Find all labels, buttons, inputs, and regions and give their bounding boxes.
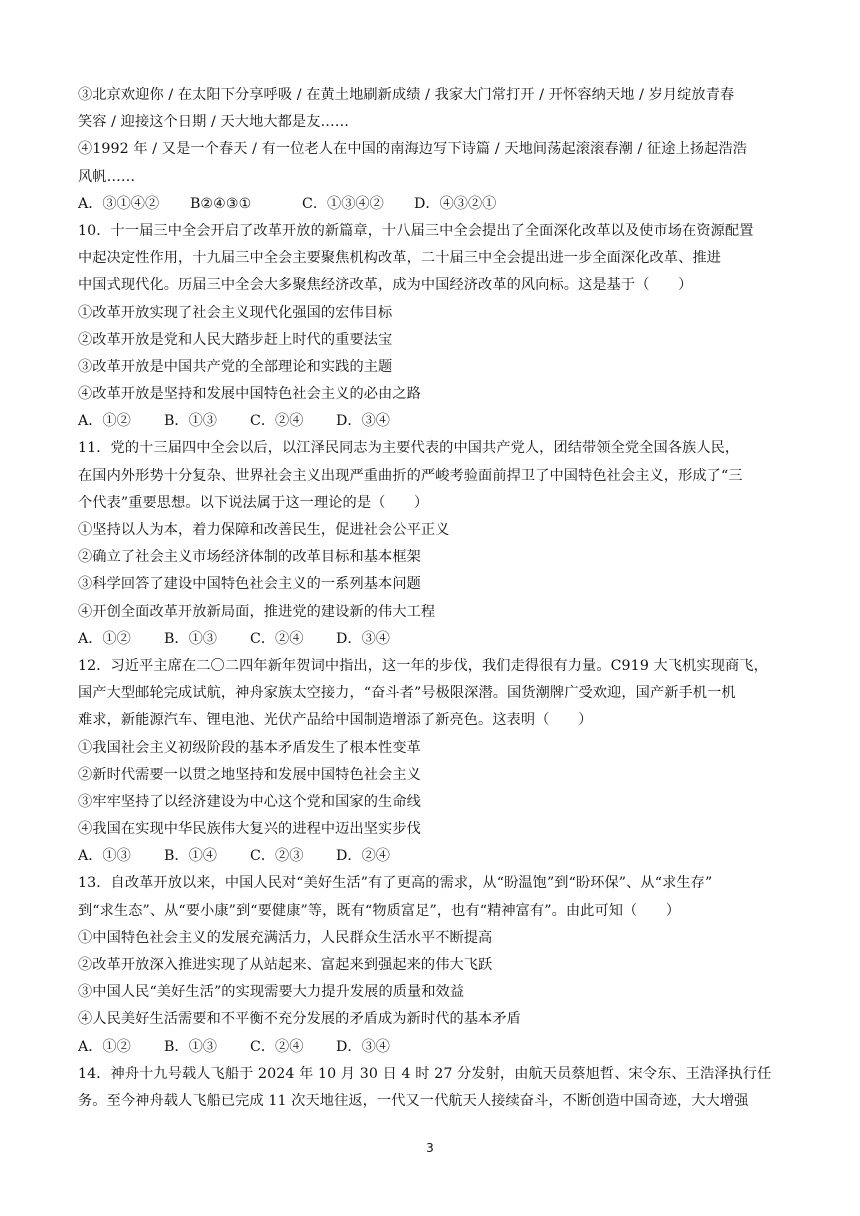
answer-option: D．③④ (336, 1038, 390, 1055)
text-line: ①改革开放实现了社会主义现代化强国的宏伟目标 (78, 304, 393, 321)
answer-options (78, 843, 783, 870)
answer-option: B．①④ (164, 848, 217, 865)
answer-option: A．①② (78, 1038, 131, 1055)
text-line: ④1992 年 / 又是一个春天 / 有一位老人在中国的南海边写下诗篇 / 天地间荡起滚滚春潮 / 征途上扬起浩浩 (78, 141, 748, 158)
text-line: 13．自改革开放以来，中国人民对“美好生活”有了更高的需求，从“盼温饱”到“盼环保”、从“求生存” (78, 875, 713, 892)
text-line: 笑容 / 迎接这个日期 / 天大地大都是友…… (78, 114, 350, 131)
answer-options (78, 626, 783, 653)
text-line: ④人民美好生活需要和不平衡不充分发展的矛盾成为新时代的基本矛盾 (78, 1011, 521, 1028)
answer-option: B．①③ (164, 630, 217, 647)
answer-options (78, 408, 783, 435)
answer-option: B②④③① (190, 195, 252, 212)
answer-option: D．②④ (336, 848, 390, 865)
text-line: ③科学回答了建设中国特色社会主义的一系列基本问题 (78, 576, 421, 593)
text-line: ②改革开放深入推进实现了从站起来、富起来到强起来的伟大飞跃 (78, 957, 493, 973)
answer-option: B．①③ (164, 413, 217, 430)
answer-option: A．③①④② (78, 195, 160, 212)
text-line: 14．神舟十九号载人飞船于 2024 年 10 月 30 日 4 时 27 分发射，由航天员蔡旭哲、宋令东、王浩泽执行任 (78, 1065, 772, 1082)
text-line: ③改革开放是中国共产党的全部理论和实践的主题 (78, 358, 393, 375)
text-line: ①中国特色社会主义的发展充满活力，人民群众生活水平不断提高 (78, 929, 493, 946)
text-line: ①我国社会主义初级阶段的基本矛盾发生了根本性变革 (78, 739, 421, 756)
text-line: ④改革开放是坚持和发展中国特色社会主义的必由之路 (78, 386, 421, 403)
text-line: 务。至今神舟载人飞船已完成 11 次天地往返，一代又一代航天人接续奋斗，不断创造中国奇迹，大大增强 (78, 1092, 749, 1109)
text-line: ②确立了社会主义市场经济体制的改革目标和基本框架 (78, 549, 421, 566)
answer-option: D．③④ (336, 413, 390, 430)
answer-option: A．①③ (78, 848, 131, 865)
answer-option: A．①② (78, 630, 131, 647)
answer-options (78, 191, 783, 218)
text-line: 难求，新能源汽车、锂电池、光伏产品给中国制造增添了新亮色。这表明（ ） (78, 712, 593, 729)
text-line: 中国式现代化。历届三中全会大多聚焦经济改革，成为中国经济改革的风向标。这是基于（ ） (78, 277, 693, 294)
text-line: ③北京欢迎你 / 在太阳下分享呼吸 / 在黄土地刷新成绩 / 我家大门常打开 / 开怀容纳天地 / 岁月绽放青春 (78, 87, 735, 103)
text-line: 11．党的十三届四中全会以后，以江泽民同志为主要代表的中国共产党人，团结带领全党全国各族人民， (78, 440, 740, 457)
page-number: 3 (426, 1141, 434, 1155)
answer-option: C．①③④② (302, 195, 384, 212)
text-line: ③牢牢坚持了以经济建设为中心这个党和国家的生命线 (78, 793, 421, 810)
text-line: 个代表”重要思想。以下说法属于这一理论的是（ ） (78, 494, 429, 511)
answer-option: A．①② (78, 413, 131, 430)
answer-option: C．②③ (250, 848, 304, 865)
text-line: 风帆…… (78, 168, 136, 185)
text-line: 在国内外形势十分复杂、世界社会主义出现严重曲折的严峻考验面前捍卫了中国特色社会主义，形成了“三 (78, 467, 743, 484)
text-line: 12．习近平主席在二〇二四年新年贺词中指出，这一年的步伐，我们走得很有力量。C919 大飞机实现商飞， (78, 657, 768, 674)
answer-option: C．②④ (250, 1038, 304, 1055)
text-line: ④开创全面改革开放新局面，推进党的建设新的伟大工程 (78, 603, 436, 620)
text-line: ①坚持以人为本，着力保障和改善民生，促进社会公平正义 (78, 522, 450, 538)
text-line: ④我国在实现中华民族伟大复兴的进程中迈出坚实步伐 (78, 821, 421, 838)
answer-option: D．③④ (336, 630, 390, 647)
answer-option: C．②④ (250, 413, 304, 430)
answer-options (78, 1034, 783, 1061)
document-body (78, 82, 783, 1115)
answer-option: B．①③ (164, 1038, 217, 1055)
answer-option: C．②④ (250, 630, 304, 647)
text-line: 国产大型邮轮完成试航，神舟家族太空接力，“奋斗者”号极限深潜。国货潮牌广受欢迎，国产新手机一机 (78, 685, 736, 702)
text-line: 10．十一届三中全会开启了改革开放的新篇章，十八届三中全会提出了全面深化改革以及使市场在资源配置 (78, 222, 754, 239)
text-line: ②改革开放是党和人民大踏步赶上时代的重要法宝 (78, 331, 393, 348)
answer-option: D．④③②① (414, 195, 497, 212)
text-line: 中起决定性作用，十九届三中全会主要聚焦机构改革，二十届三中全会提出进一步全面深化改革、推进 (78, 250, 721, 267)
text-line: ③中国人民“美好生活”的实现需要大力提升发展的质量和效益 (78, 984, 465, 1001)
text-line: ②新时代需要一以贯之地坚持和发展中国特色社会主义 (78, 766, 421, 783)
text-line: 到“求生态”、从“要小康”到“要健康”等，既有“物质富足”，也有“精神富有”。由此可知（ ） (78, 902, 681, 919)
